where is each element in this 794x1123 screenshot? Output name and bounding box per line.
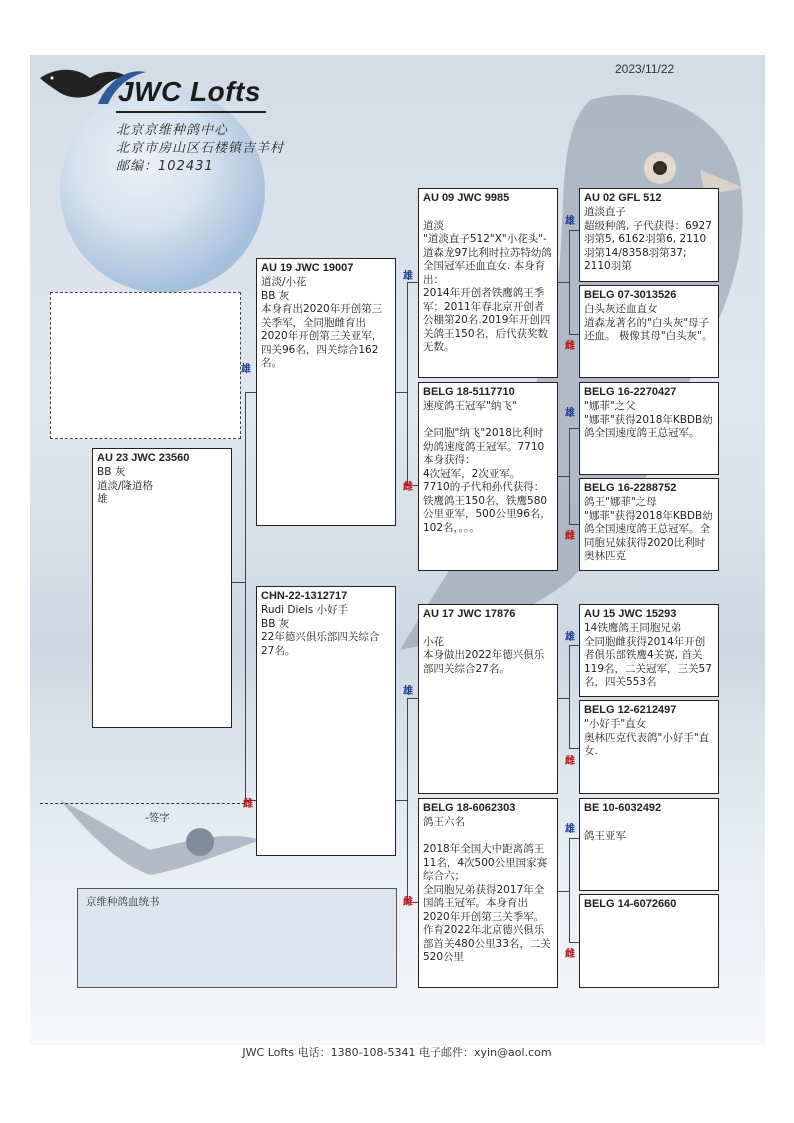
connector: [569, 428, 570, 524]
connector: [557, 891, 569, 892]
bird-notes: 道淡直子 超级种鸽, 子代获得：6927羽第5, 6162羽第6, 2110羽第14/8358羽第37; 2110羽第: [584, 206, 712, 272]
bird-notes: 鸽王"娜菲"之母 "娜菲"获得2018年KBDB幼鸽全国速度鸽王总冠军。全同胞兄妹获得2020比利时奥林匹克: [584, 496, 713, 562]
sire-sire-box: [418, 188, 558, 378]
ring-number: BELG 18-6062303: [423, 802, 516, 814]
bird-notes: 鸽王亚军: [584, 829, 626, 842]
signature-line: [40, 803, 245, 804]
flying-pigeon-graphic: [50, 780, 270, 890]
bird-notes: 14铁鹰鸽王同胞兄弟 全同胞雌获得2014年开创者俱乐部铁鹰4关赛, 首关119名，二关冠军，三关57名，四关553名: [584, 622, 712, 688]
ring-number: BELG 18-5117710: [423, 386, 515, 398]
sss-box: [579, 188, 719, 282]
ring-number: BELG 14-6072660: [584, 898, 677, 910]
sex-male-label: 雄: [565, 216, 575, 227]
bird-notes: 鸽王六名 2018年全国大中距离鸽王11名，4次500公里国家赛综合六； 全同胞兄弟获得2017年全国鸽王冠军。本身育出2020年开创第三关季军。作育2022年北京德兴俱乐部首关480公里33名，二关520公里: [423, 816, 551, 963]
sex-female-label: 雌: [403, 897, 413, 908]
bird-notes: 道淡/小花 BB 灰 本身育出2020年开创第三关季军，全同胞雌育出2020年开创第三关亚军，四关96名，四关综合162名。: [261, 276, 383, 369]
certificate-label: 京维种鸽血统书: [86, 896, 160, 908]
sex-male-label: 雄: [565, 408, 575, 419]
connector: [407, 698, 408, 902]
connector: [569, 748, 579, 749]
photo-placeholder: [50, 292, 241, 439]
sex-male-label: 雄: [565, 632, 575, 643]
ddd-box: [579, 894, 719, 988]
ring-number: BELG 16-2270427: [584, 386, 677, 398]
bird-notes: BB 灰 道淡/隆道格 雄: [97, 466, 154, 505]
bird-notes: "娜菲"之父 "娜菲"获得2018年KBDB幼鸽全国速度鸽王总冠军。: [584, 400, 713, 439]
sire-dam-box: [418, 382, 558, 571]
connector: [569, 524, 579, 525]
ssd-box: [579, 285, 719, 378]
certificate-panel: [77, 888, 397, 988]
connector: [569, 334, 579, 335]
bird-notes: 白头灰还血直女 道森龙著名的"白头灰"母子还血。 极像其母"白头灰"。: [584, 303, 713, 342]
connector: [407, 282, 408, 485]
connector: [569, 645, 570, 748]
sex-female-label: 雌: [243, 799, 253, 810]
ring-number: AU 23 JWC 23560: [97, 452, 190, 464]
sex-male-label: 雄: [403, 686, 413, 697]
signature-label: -签字: [145, 812, 170, 824]
sire-box: [256, 258, 396, 526]
ring-number: AU 19 JWC 19007: [261, 262, 354, 274]
footer-contact: JWC Lofts 电话：1380-108-5341 电子邮件：xyin@aol.com: [242, 1046, 552, 1059]
bird-notes: "小好手"直女 奥林匹克代表鸽"小好手"直女.: [584, 718, 710, 757]
dam-dam-box: [418, 798, 558, 988]
dam-box: [256, 586, 396, 856]
sdd-box: [579, 478, 719, 571]
document-date: 2023/11/22: [615, 62, 675, 76]
dds-box: [579, 798, 719, 891]
sex-male-label: 雄: [403, 271, 413, 282]
bird-notes: 速度鸽王冠军"纳飞" 全同胞"纳飞"2018比利时幼鸽速度鸽王冠军。7710本身获得： 4次冠军，2次亚军。 7710的子代和孙代获得：铁鹰鸽王150名，铁鹰580公里亚军，500公里96名，102名，。。。: [423, 400, 551, 534]
ring-number: AU 17 JWC 17876: [423, 608, 516, 620]
connector: [557, 282, 569, 283]
ring-number: AU 09 JWC 9985: [423, 192, 510, 204]
ring-number: AU 02 GFL 512: [584, 192, 662, 204]
connector: [569, 838, 570, 942]
connector: [557, 698, 569, 699]
connector: [407, 282, 418, 283]
ring-number: BELG 07-3013526: [584, 289, 677, 301]
sex-female-label: 雌: [565, 949, 575, 960]
connector: [557, 476, 569, 477]
address-line-3: 邮编：102431: [116, 159, 214, 174]
connector: [231, 582, 245, 583]
ring-number: BELG 16-2288752: [584, 482, 677, 494]
ring-number: CHN-22-1312717: [261, 590, 348, 602]
connector: [245, 392, 246, 800]
bird-notes: 小花 本身做出2022年德兴俱乐部四关综合27名。: [423, 635, 545, 675]
connector: [407, 698, 418, 699]
subject-bird-box: [92, 448, 232, 728]
sds-box: [579, 382, 719, 475]
connector: [569, 428, 579, 429]
ring-number: AU 15 JWC 15293: [584, 608, 677, 620]
connector: [569, 645, 579, 646]
connector: [395, 392, 407, 393]
brand-underline: [116, 111, 266, 113]
sex-female-label: 雌: [565, 341, 575, 352]
ring-number: BELG 12-6212497: [584, 704, 677, 716]
connector: [569, 838, 579, 839]
sex-female-label: 雌: [565, 531, 575, 542]
sex-male-label: 雄: [241, 364, 251, 375]
sex-male-label: 雄: [565, 824, 575, 835]
address-line-1: 北京京维种鸽中心: [116, 123, 229, 138]
brand-title: JWC Lofts: [118, 76, 261, 107]
connector: [395, 800, 407, 801]
connector: [569, 230, 570, 334]
connector: [569, 942, 579, 943]
sex-female-label: 雌: [565, 756, 575, 767]
dsd-box: [579, 700, 719, 794]
dss-box: [579, 604, 719, 697]
ring-number: BE 10-6032492: [584, 802, 662, 814]
sex-female-label: 雌: [403, 482, 413, 493]
bird-notes: 道淡 "道淡直子512"X"小花头"-道森龙97比利时拉苏特幼鸽全国冠军还血直女. 本身育出： 2014年开创者铁鹰鸽王季军；2011年春北京开创者公棚第20名.2019年开创四关鸽王150名，后代获奖数无数。: [423, 219, 552, 353]
address-line-2: 北京市房山区石楼镇吉羊村: [116, 141, 285, 156]
dam-sire-box: [418, 604, 558, 794]
bird-notes: Rudi Diels 小好手 BB 灰 22年德兴俱乐部四关综合27名。: [261, 604, 380, 657]
connector: [569, 230, 579, 231]
